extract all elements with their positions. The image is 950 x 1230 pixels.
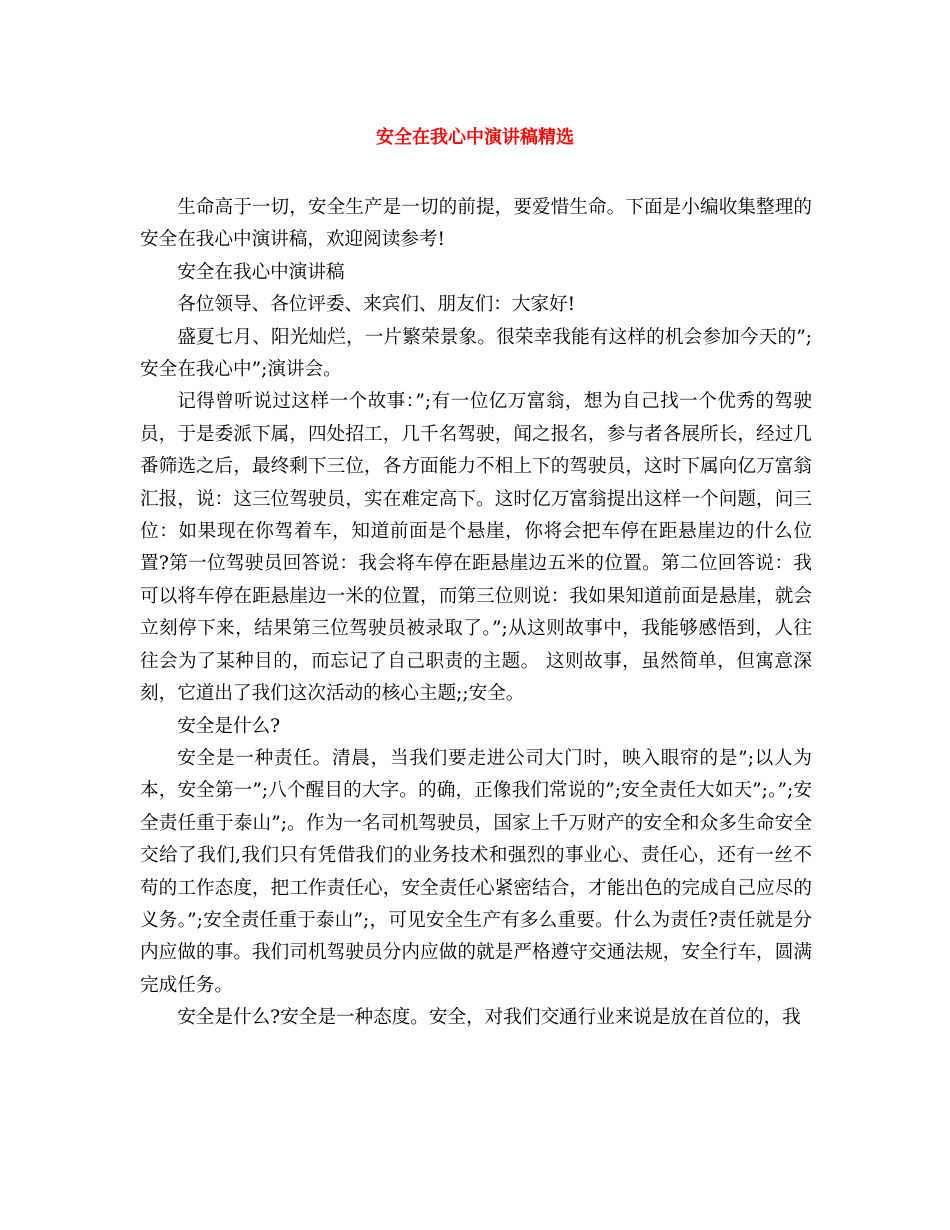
paragraph-attitude: 安全是什么?安全是一种态度。安全，对我们交通行业来说是放在首位的，我	[177, 1007, 801, 1029]
paragraph-question: 安全是什么?	[177, 715, 281, 737]
document-title: 安全在我心中演讲稿精选	[376, 127, 574, 148]
document-body	[140, 192, 812, 1035]
paragraph-subtitle: 安全在我心中演讲稿	[177, 261, 345, 283]
paragraph-story: 记得曾听说过这样一个故事：”;有一位亿万富翁，想为自己找一个优秀的驾驶员，于是委派下属，四处招工，几千名驾驶，闻之报名，参与者各展所长，经过几番筛选之后，最终剩下三位，各方面能力不相上下的驾驶员，这时下属向亿万富翁汇报，说：这三位驾驶员，实在难定高下。这时亿万富翁提出这样一个问题，问三位：如果现在你驾着车，知道前面是个悬崖，你将会把车停在距悬崖边的什么位置?第一位驾驶员回答说：我会将车停在距悬崖边五米的位置。第二位回答说：我可以将车停在距悬崖边一米的位置，而第三位则说：我如果知道前面是悬崖，就会立刻停下来，结果第三位驾驶员被录取了。”;从这则故事中，我能够感悟到，人往往会为了某种目的，而忘记了自己职责的主题。 这则故事，虽然简单，但寓意深刻，它道出了我们这次活动的核心主题;;安全。	[140, 391, 812, 705]
paragraph-responsibility: 安全是一种责任。清晨，当我们要走进公司大门时，映入眼帘的是”;以人为本，安全第一”;八个醒目的大字。的确，正像我们常说的”;安全责任大如天”;。”;安全责任重于泰山”;。作为一名司机驾驶员，国家上千万财产的安全和众多生命安全交给了我们,我们只有凭借我们的业务技术和强烈的事业心、责任心，还有一丝不苟的工作态度，把工作责任心，安全责任心紧密结合，才能出色的完成自己应尽的义务。”;安全责任重于泰山”;，可见安全生产有多么重要。什么为责任?责任就是分内应做的事。我们司机驾驶员分内应做的就是严格遵守交通法规，安全行车，圆满完成任务。	[140, 747, 812, 996]
paragraph-opening: 盛夏七月、阳光灿烂，一片繁荣景象。很荣幸我能有这样的机会参加今天的”;安全在我心中”;演讲会。	[140, 326, 812, 381]
paragraph-intro: 生命高于一切，安全生产是一切的前提，要爱惜生命。下面是小编收集整理的安全在我心中演讲稿，欢迎阅读参考!	[140, 197, 812, 251]
paragraph-greeting: 各位领导、各位评委、来宾们、朋友们：大家好!	[177, 294, 576, 316]
